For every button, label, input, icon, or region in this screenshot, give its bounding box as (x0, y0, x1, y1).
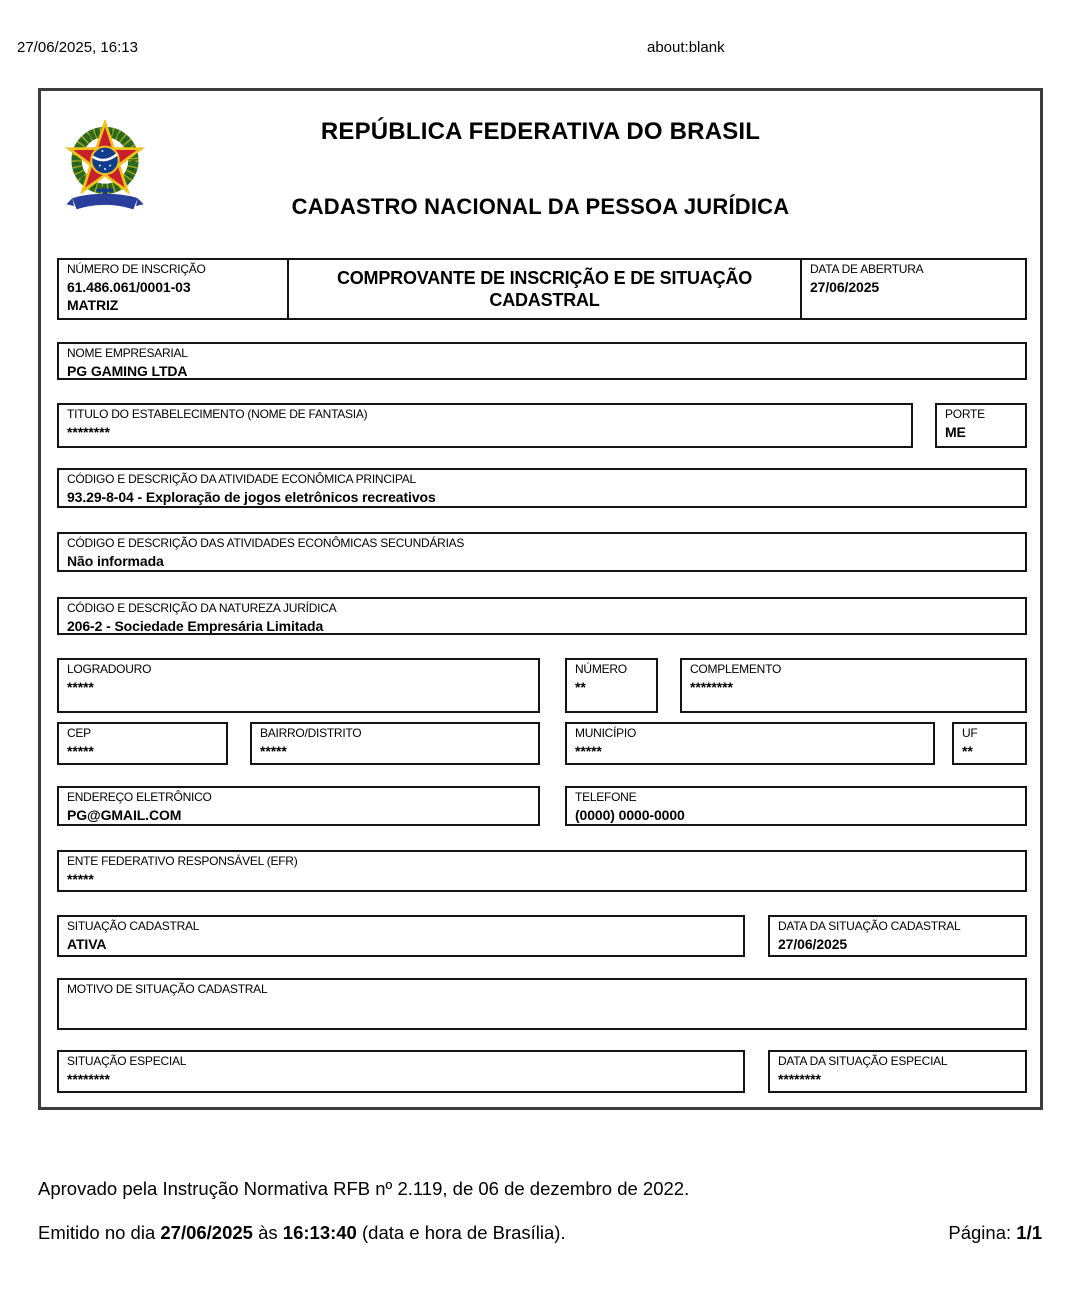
field-value: ME (945, 423, 966, 440)
field-value: ***** (67, 742, 94, 759)
field-data-abertura (800, 258, 1027, 320)
field-value: ** (962, 742, 973, 759)
field-value: 93.29-8-04 - Exploração de jogos eletrônicos recreativos (67, 488, 436, 505)
field-municipio (565, 722, 935, 765)
field-value: 27/06/2025 (778, 935, 848, 952)
field-comprovante-title (287, 258, 802, 320)
field-uf (952, 722, 1027, 765)
field-value: ***** (575, 742, 602, 759)
field-endereco-eletronico (57, 786, 540, 826)
field-label: CEP (67, 726, 91, 740)
field-atividade-principal (57, 468, 1027, 508)
field-value: ******** (67, 1070, 110, 1087)
field-complemento (680, 658, 1027, 713)
field-nome-empresarial (57, 342, 1027, 380)
field-value: ATIVA (67, 935, 107, 952)
print-header-url: about:blank (647, 39, 725, 56)
footer-aprovado-text: Aprovado pela Instrução Normativa RFB nº 2.119, de 06 de dezembro de 2022. (38, 1178, 690, 1199)
emitido-time: 16:13:40 (282, 1222, 357, 1243)
field-porte (935, 403, 1027, 448)
field-value: 61.486.061/0001-03 (67, 278, 191, 295)
field-label: PORTE (945, 407, 985, 421)
field-value: (0000) 0000-0000 (575, 806, 685, 823)
field-numero-inscricao (57, 258, 289, 320)
footer-emitido-text (38, 1222, 566, 1244)
field-value: ***** (67, 870, 94, 887)
field-situacao-cadastral (57, 915, 745, 957)
field-label: BAIRRO/DISTRITO (260, 726, 362, 740)
field-value: ******** (778, 1070, 821, 1087)
field-label: DATA DA SITUAÇÃO CADASTRAL (778, 919, 961, 933)
emitido-mid: às (252, 1222, 283, 1243)
field-value: Não informada (67, 552, 164, 569)
field-data-situacao-especial (768, 1050, 1027, 1093)
field-label: CÓDIGO E DESCRIÇÃO DA ATIVIDADE ECONÔMICA PRINCIPAL (67, 472, 416, 486)
field-nome-fantasia (57, 403, 913, 448)
field-atividades-secundarias (57, 532, 1027, 572)
field-data-situacao-cadastral (768, 915, 1027, 957)
pagina-label: Página: (948, 1222, 1017, 1243)
pagina-value: 1/1 (1016, 1222, 1042, 1243)
field-value: PG@GMAIL.COM (67, 806, 182, 823)
field-label: COMPLEMENTO (690, 662, 782, 676)
field-cep (57, 722, 228, 765)
field-value: ******** (690, 678, 733, 695)
field-logradouro (57, 658, 540, 713)
field-telefone (565, 786, 1027, 826)
field-value: ***** (260, 742, 287, 759)
field-value: ***** (67, 678, 94, 695)
field-efr (57, 850, 1027, 892)
field-label: UF (962, 726, 978, 740)
field-label: CÓDIGO E DESCRIÇÃO DAS ATIVIDADES ECONÔMICAS SECUNDÁRIAS (67, 536, 465, 550)
field-label: CÓDIGO E DESCRIÇÃO DA NATUREZA JURÍDICA (67, 601, 337, 615)
field-label: ENDEREÇO ELETRÔNICO (67, 790, 212, 804)
field-label: SITUAÇÃO ESPECIAL (67, 1054, 187, 1068)
field-label: TELEFONE (575, 790, 637, 804)
field-value: ** (575, 678, 586, 695)
field-tipo: MATRIZ (67, 297, 119, 314)
emitido-date: 27/06/2025 (160, 1222, 253, 1243)
field-value: PG GAMING LTDA (67, 362, 188, 379)
field-bairro-distrito (250, 722, 540, 765)
field-label: NOME EMPRESARIAL (67, 346, 188, 360)
field-label: MOTIVO DE SITUAÇÃO CADASTRAL (67, 982, 268, 996)
field-label: DATA DA SITUAÇÃO ESPECIAL (778, 1054, 948, 1068)
field-motivo-situacao-cadastral (57, 978, 1027, 1030)
field-label: SITUAÇÃO CADASTRAL (67, 919, 200, 933)
emitido-suffix: (data e hora de Brasília). (356, 1222, 566, 1243)
field-label: NÚMERO DE INSCRIÇÃO (67, 262, 206, 276)
document-title: REPÚBLICA FEDERATIVA DO BRASIL (320, 118, 761, 145)
field-label: DATA DE ABERTURA (810, 262, 924, 276)
field-label: MUNICÍPIO (575, 726, 637, 740)
footer-page-indicator (948, 1222, 1042, 1244)
field-value: 206-2 - Sociedade Empresária Limitada (67, 617, 324, 634)
globe (91, 147, 119, 175)
field-label: NÚMERO (575, 662, 627, 676)
print-header-datetime: 27/06/2025, 16:13 (17, 39, 138, 56)
document-subtitle: CADASTRO NACIONAL DA PESSOA JURÍDICA (291, 194, 790, 219)
field-situacao-especial (57, 1050, 745, 1093)
field-numero (565, 658, 658, 713)
field-label: ENTE FEDERATIVO RESPONSÁVEL (EFR) (67, 854, 298, 868)
emitido-prefix: Emitido no dia (38, 1222, 161, 1243)
field-label: TITULO DO ESTABELECIMENTO (NOME DE FANTASIA) (67, 407, 368, 421)
field-value: 27/06/2025 (810, 278, 880, 295)
field-value: ******** (67, 423, 110, 440)
comprovante-heading: COMPROVANTE DE INSCRIÇÃO E DE SITUAÇÃO CADASTRAL (336, 267, 753, 310)
field-label: LOGRADOURO (67, 662, 152, 676)
field-natureza-juridica (57, 597, 1027, 635)
